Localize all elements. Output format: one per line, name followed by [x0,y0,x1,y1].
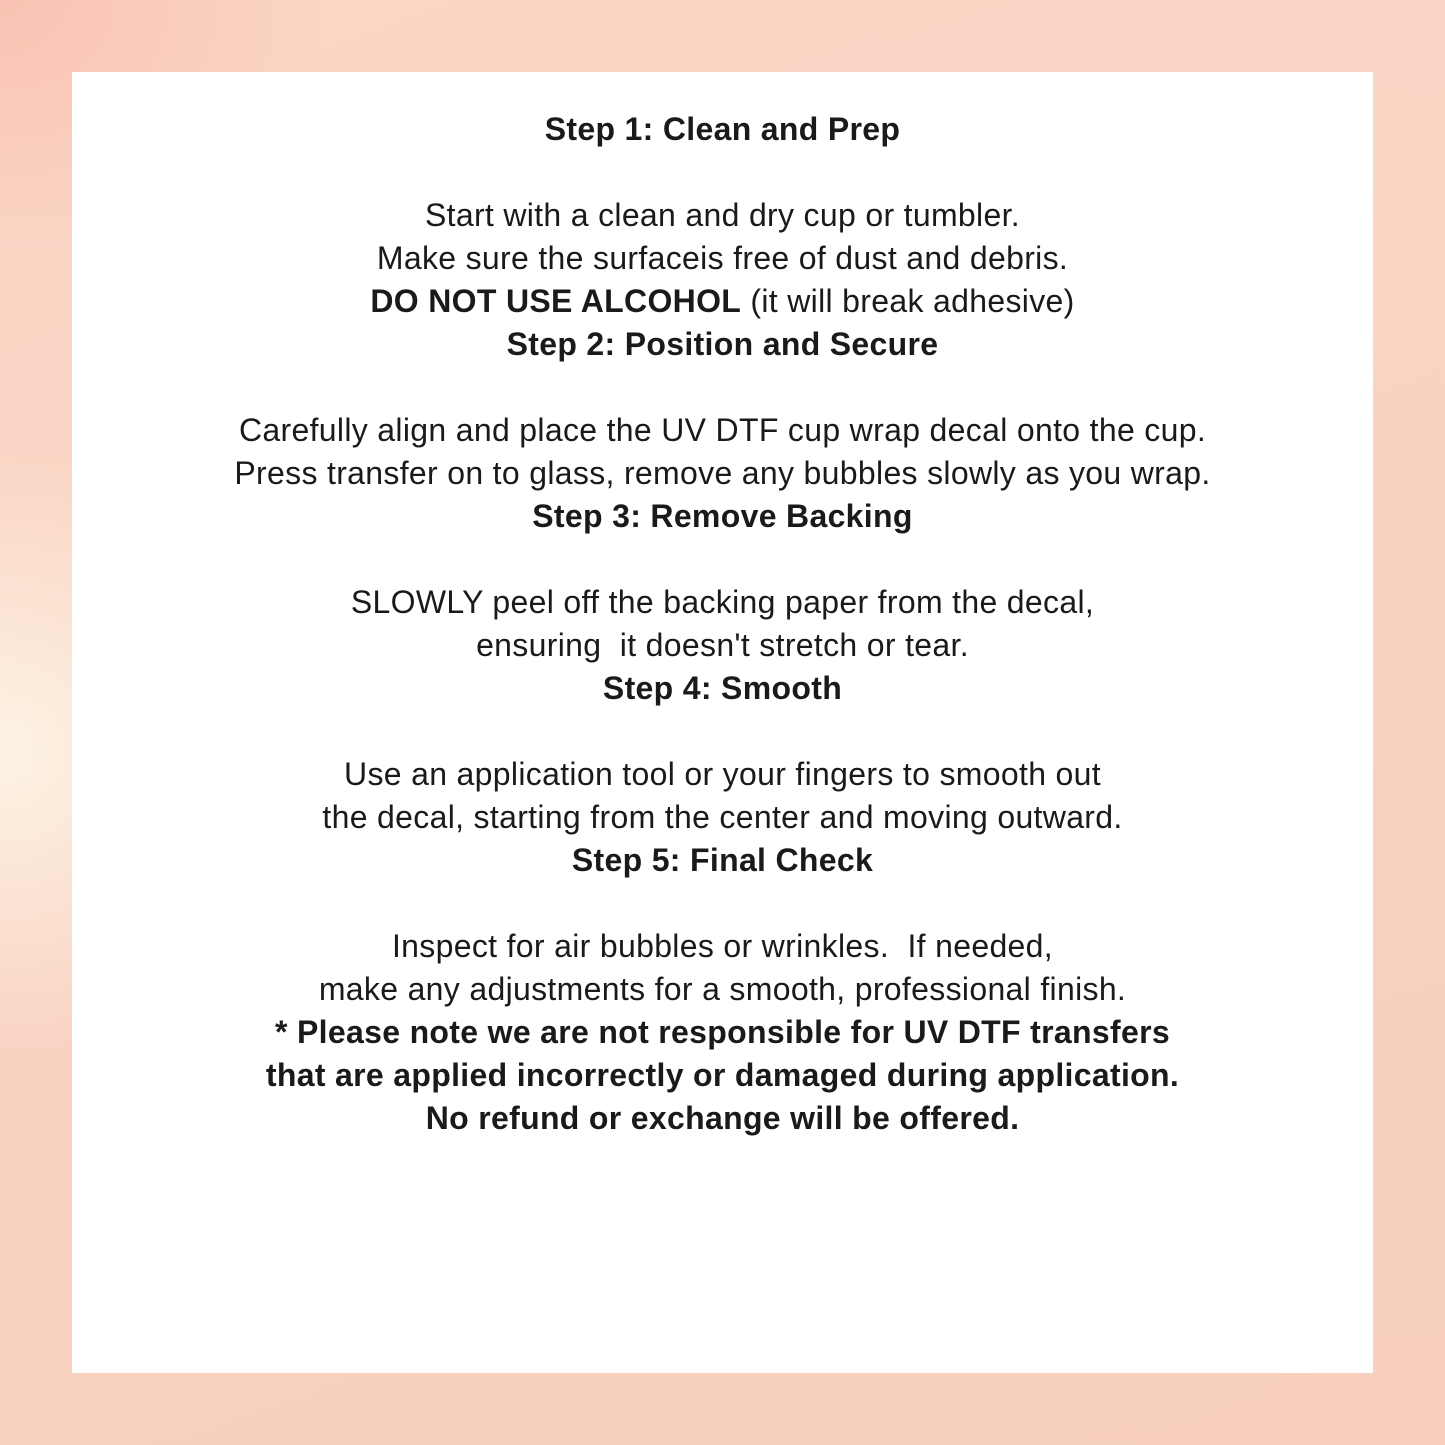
step-5-body [72,925,1373,1011]
step-3-heading: Step 3: Remove Backing [532,498,913,534]
step-2-section [72,323,1373,495]
step-1-heading: Step 1: Clean and Prep [544,111,901,147]
step-3-body [72,581,1373,667]
body-line [72,796,1373,839]
disclaimer-line: No refund or exchange will be offered. [425,1100,1020,1136]
body-line [72,753,1373,796]
body-text: Press transfer on to glass, remove any bubbles slowly as you wrap. [234,455,1211,491]
disclaimer-line: * Please note we are not responsible for UV DTF transfers [275,1014,1170,1050]
body-text: Use an application tool or your fingers to smooth out [344,756,1101,792]
body-text: (it will break adhesive) [741,283,1075,319]
body-text: Make sure the surfaceis free of dust and debris. [376,240,1069,276]
body-text: Inspect for air bubbles or wrinkles. If needed, [391,928,1054,964]
disclaimer-line: that are applied incorrectly or damaged during application. [265,1057,1180,1093]
step-5-section [72,839,1373,1011]
body-line [72,409,1373,452]
warning-text: DO NOT USE ALCOHOL [370,283,742,319]
disclaimer-body [72,1011,1373,1140]
step-2-body [72,409,1373,495]
step-2-heading: Step 2: Position and Secure [506,326,939,362]
step-1-section [72,108,1373,323]
body-line [72,581,1373,624]
body-text: the decal, starting from the center and moving outward. [322,799,1123,835]
step-1-body [72,194,1373,323]
step-3-section [72,495,1373,667]
body-line [72,925,1373,968]
body-text: make any adjustments for a smooth, professional finish. [318,971,1127,1007]
body-line [72,968,1373,1011]
body-text: ensuring it doesn't stretch or tear. [476,627,969,663]
body-text: Carefully align and place the UV DTF cup wrap decal onto the cup. [238,412,1207,448]
disclaimer-section [72,1011,1373,1140]
body-line [72,237,1373,280]
body-text: SLOWLY peel off the backing paper from the decal, [350,584,1095,620]
step-4-body [72,753,1373,839]
step-4-section [72,667,1373,839]
body-text: Start with a clean and dry cup or tumbler. [424,197,1021,233]
instruction-card [72,72,1373,1373]
step-4-heading: Step 4: Smooth [602,670,843,706]
step-5-heading: Step 5: Final Check [571,842,874,878]
body-line [72,624,1373,667]
body-line [72,280,1373,323]
body-line [72,452,1373,495]
body-line [72,194,1373,237]
